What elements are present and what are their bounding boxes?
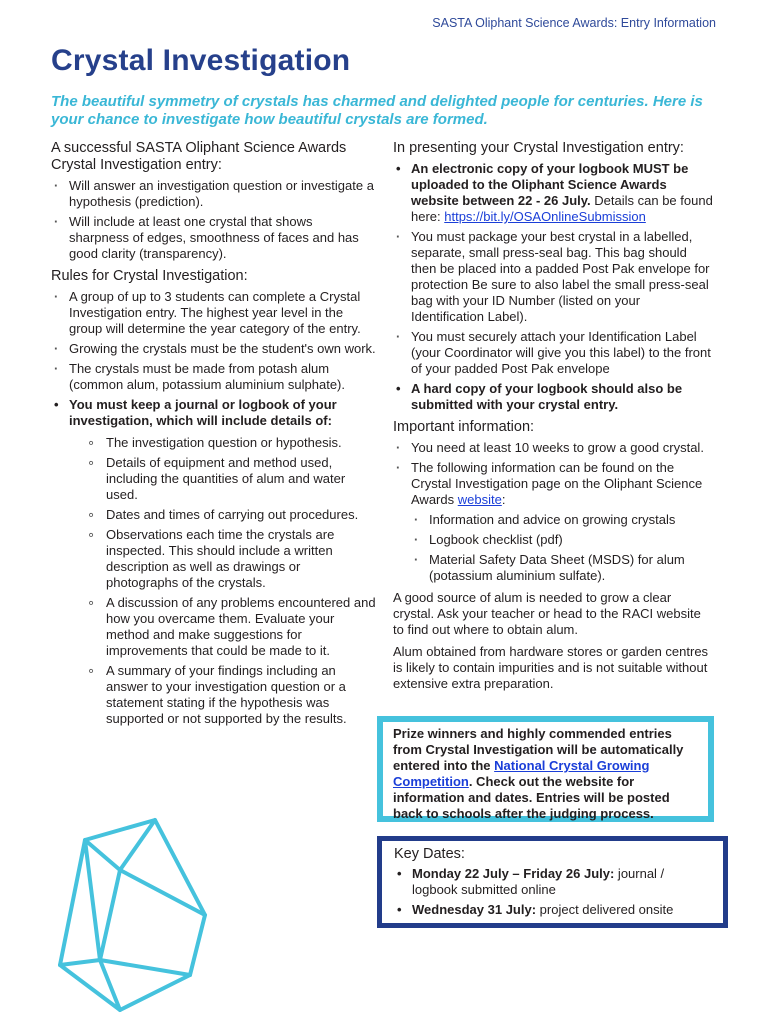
- list-item-journal: [51, 397, 376, 727]
- alum-impurity-paragraph: Alum obtained from hardware stores or garden centres is likely to contain impurities and is not suitable without extensive extra preparation.: [393, 644, 709, 691]
- list-item-website: [393, 460, 713, 584]
- rules-list: [51, 289, 376, 727]
- key-date-item: [394, 902, 711, 918]
- sub-list-item: · Information and advice on growing crystals: [411, 512, 713, 528]
- upload-rest: Details can be found here:: [411, 193, 713, 224]
- list-item: · You must package your best crystal in a labelled, separate, small press-seal bag. This bag should then be placed into a padded Post Pak envelope for protection Be sure to also label the small press-seal bag with your ID Number (listed on your Identification Label).: [393, 229, 713, 325]
- prize-info-box: [377, 716, 714, 822]
- left-column: [51, 140, 376, 731]
- website-colon: :: [501, 492, 506, 507]
- key-date-desc: project delivered onsite: [536, 902, 674, 917]
- header-series-label: SASTA Oliphant Science Awards: Entry Information: [432, 16, 716, 30]
- sub-list-item: · Logbook checklist (pdf): [411, 532, 713, 548]
- rules-heading: Rules for Crystal Investigation:: [51, 268, 248, 284]
- website-link[interactable]: website: [457, 492, 502, 507]
- crystal-illustration-icon: [40, 805, 220, 1015]
- sub-list-item: ∘ The investigation question or hypothesis.: [69, 435, 376, 451]
- journal-details-list: [69, 435, 376, 727]
- resources-list: [411, 512, 713, 584]
- submission-link[interactable]: https://bit.ly/OSAOnlineSubmission: [444, 209, 646, 224]
- intro-text: The beautiful symmetry of crystals has charmed and delighted people for centuries. Here is your chance to investigate how beautiful crystals are formed.: [51, 93, 703, 128]
- key-date-label: Monday 22 July – Friday 26 July:: [412, 866, 615, 881]
- key-dates-box: [377, 836, 728, 928]
- upload-bold: An electronic copy of your logbook MUST be uploaded to the Oliphant Science Awards website between 22 - 26 July.: [411, 161, 689, 208]
- sub-list-item: ∘ A summary of your findings including an answer to your investigation question or a statement stating if the hypothesis was supported or not supported by the results.: [69, 663, 376, 727]
- key-date-item: [394, 866, 711, 898]
- prize-text-2: . Check out the website for information and dates. Entries will be posted back to schools after the judging process.: [393, 774, 670, 821]
- prize-text-1: Prize winners and highly commended entries from Crystal Investigation will be automatically entered into the: [393, 726, 684, 773]
- alum-source-paragraph: A good source of alum is needed to grow a clear crystal. Ask your teacher or head to the RACI website to find out where to obtain alum.: [393, 590, 701, 637]
- sub-list-item: · Material Safety Data Sheet (MSDS) for alum (potassium aluminium sulfate).: [411, 552, 713, 584]
- list-item: · Will answer an investigation question or investigate a hypothesis (prediction).: [51, 178, 376, 210]
- page-title: Crystal Investigation: [51, 44, 351, 77]
- list-item: · The crystals must be made from potash alum (common alum, potassium aluminium sulphate).: [51, 361, 376, 393]
- important-list: [393, 440, 713, 584]
- list-item: · Growing the crystals must be the student's own work.: [51, 341, 376, 357]
- key-dates-list: [394, 866, 711, 918]
- list-item: · You must securely attach your Identification Label (your Coordinator will give you this label) to the front of your padded Post Pak envelope: [393, 329, 713, 377]
- sub-list-item: ∘ Dates and times of carrying out procedures.: [69, 507, 376, 523]
- website-text: The following information can be found on the Crystal Investigation page on the Oliphant Science Awards: [411, 460, 703, 507]
- key-dates-title: Key Dates:: [394, 846, 465, 862]
- successful-heading: A successful SASTA Oliphant Science Awards Crystal Investigation entry:: [51, 140, 347, 173]
- competition-link[interactable]: National Crystal Growing Competition: [393, 758, 650, 789]
- key-date-label: Wednesday 31 July:: [412, 902, 537, 917]
- sub-list-item: ∘ Details of equipment and method used, including the quantities of alum and water used.: [69, 455, 376, 503]
- list-item: · Will include at least one crystal that shows sharpness of edges, smoothness of faces and has good clarity (transparency).: [51, 214, 376, 262]
- journal-intro: You must keep a journal or logbook of your investigation, which will include details of:: [69, 397, 337, 428]
- successful-list: [51, 178, 376, 262]
- presenting-list: [393, 161, 713, 413]
- key-date-desc: journal / logbook submitted online: [412, 866, 665, 897]
- sub-list-item: ∘ A discussion of any problems encountered and how you overcame them. Evaluate your method and make suggestions for improvements that could be made to it.: [69, 595, 376, 659]
- important-heading: Important information:: [393, 419, 535, 435]
- list-item-upload: [393, 161, 713, 225]
- sub-list-item: ∘ Observations each time the crystals are inspected. This should include a written description as well as drawings or photographs of the crystals.: [69, 527, 376, 591]
- right-column: [393, 140, 713, 698]
- presenting-heading: In presenting your Crystal Investigation entry:: [393, 140, 684, 156]
- list-item: · A group of up to 3 students can complete a Crystal Investigation entry. The highest year level in the group will determine the year category of the entry.: [51, 289, 376, 337]
- list-item: • A hard copy of your logbook should also be submitted with your crystal entry.: [393, 381, 713, 413]
- list-item: · You need at least 10 weeks to grow a good crystal.: [393, 440, 713, 456]
